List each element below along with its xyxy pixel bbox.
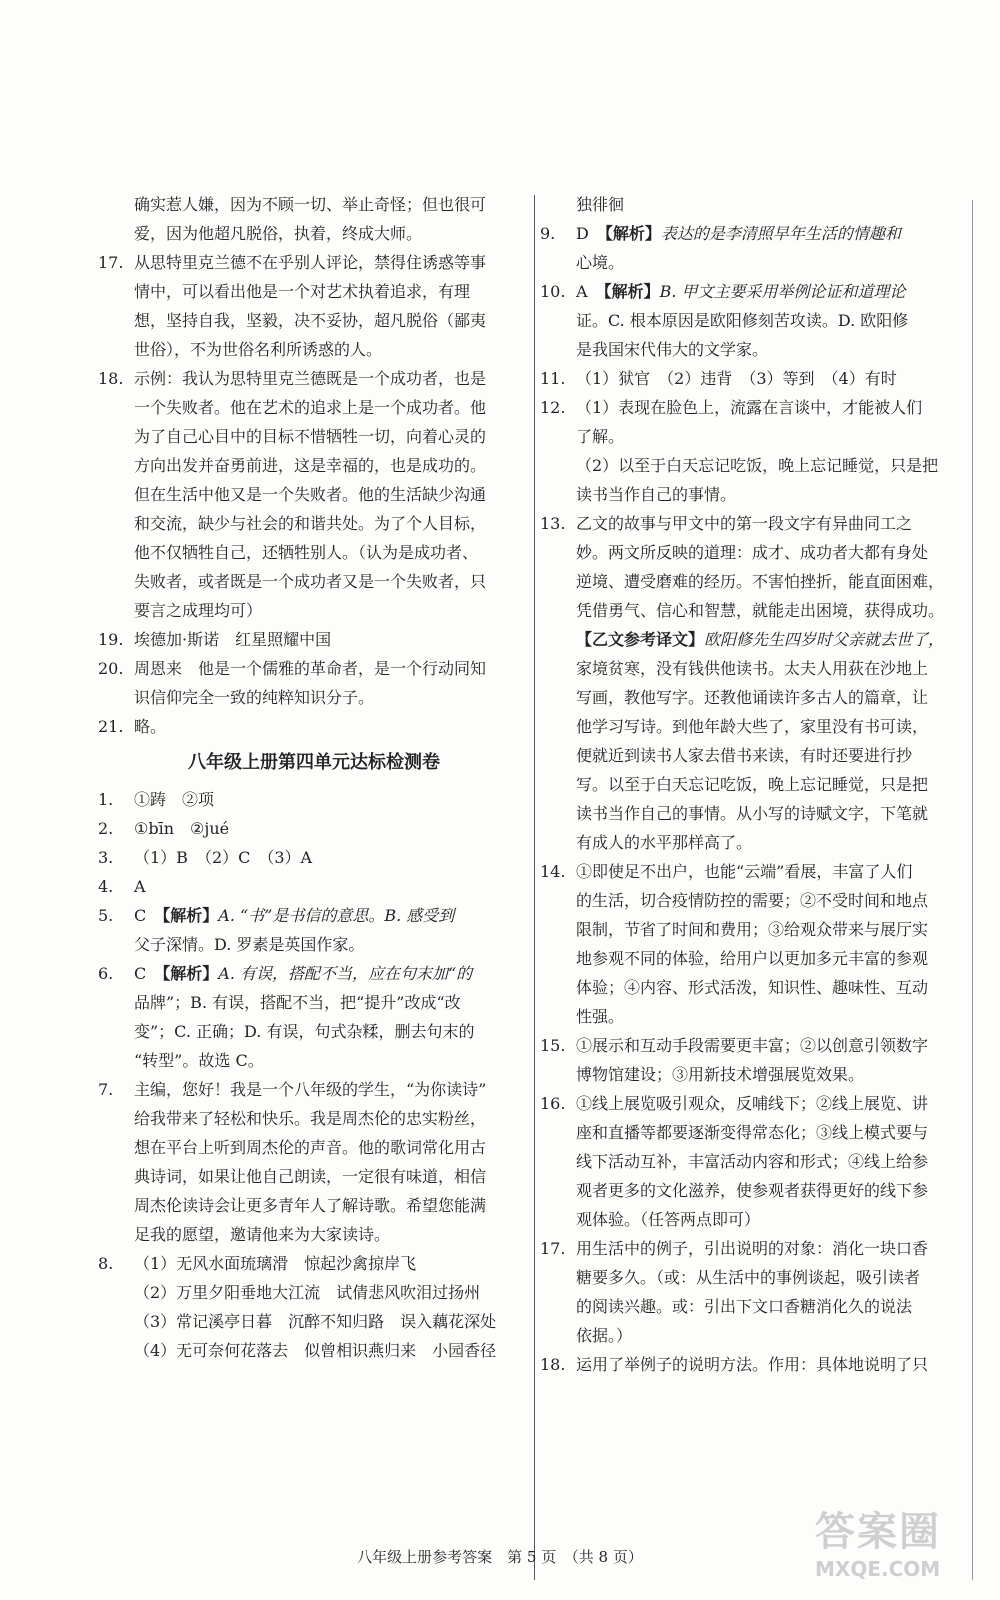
answer-line — [540, 944, 978, 973]
answer-text: 写画，教他写字。还教他诵读许多古人的篇章，让 — [576, 688, 929, 707]
answer-line — [98, 451, 530, 480]
answer-text: 凭借勇气、信心和智慧，就能走出困境，获得成功。 — [576, 601, 945, 620]
question-number: 5. — [98, 906, 114, 925]
answer-text: C — [134, 964, 163, 983]
answer-line — [540, 422, 978, 451]
answer-line — [98, 930, 530, 959]
answer-text: （1）狱官 （2）违背 （3）等到 （4）有时 — [576, 369, 897, 388]
question-number: 14. — [540, 862, 566, 881]
analysis-tag: 【乙文参考译文】 — [576, 630, 705, 649]
answer-line — [98, 1249, 530, 1278]
answer-text: （4）无可奈何花落去 似曾相识燕归来 小园香径 — [134, 1341, 497, 1360]
answer-text: （1）B （2）C （3）A — [134, 848, 313, 867]
answer-line — [540, 277, 978, 306]
answer-text: 失败者，或者既是一个成功者又是一个失败者，只 — [134, 572, 487, 591]
answer-text: A — [134, 877, 146, 896]
answer-text: ①bīn ②jué — [134, 819, 230, 838]
answer-text: 乙文的故事与甲文中的第一段文字有异曲同工之 — [576, 514, 913, 533]
answer-text: 和交流，缺少与社会的和谐共处。为了个人目标， — [134, 514, 487, 533]
answer-line — [540, 393, 978, 422]
answer-text: 博物馆建设；③用新技术增强展览效果。 — [576, 1065, 865, 1084]
answer-line — [98, 190, 530, 219]
answer-text: 给我带来了轻松和快乐。我是周杰伦的忠实粉丝， — [134, 1109, 487, 1128]
answer-text: 为了自己心目中的目标不惜牺牲一切，向着心灵的 — [134, 427, 487, 446]
question-number: 15. — [540, 1036, 566, 1055]
answer-text: 要言之成理均可） — [134, 601, 263, 620]
question-number: 18. — [540, 1355, 566, 1374]
question-number: 21. — [98, 717, 124, 736]
answer-line — [98, 1278, 530, 1307]
answer-text: 线下活动互补，丰富活动内容和形式；④线上给参 — [576, 1152, 929, 1171]
answer-line — [540, 1002, 978, 1031]
answer-line — [98, 843, 530, 872]
answer-line — [98, 1191, 530, 1220]
page-footer: 八年级上册参考答案 第 5 页 （共 8 页） — [357, 1548, 643, 1566]
answer-line — [540, 654, 978, 683]
answer-line — [540, 190, 978, 219]
answer-text: （2）万里夕阳垂地大江流 试倩悲风吹泪过扬州 — [134, 1283, 481, 1302]
answer-line — [540, 1089, 978, 1118]
answer-line — [540, 451, 978, 480]
answer-line — [540, 799, 978, 828]
answer-line — [540, 857, 978, 886]
answer-line — [98, 277, 530, 306]
left-column — [98, 190, 530, 1365]
answer-line — [540, 1147, 978, 1176]
answer-text: 父子深情。D. 罗素是英国作家。 — [134, 935, 365, 954]
answer-text: “转型”。故选 C。 — [134, 1051, 264, 1070]
answer-text: 周恩来 他是一个儒雅的革命者，是一个行动同知 — [134, 659, 487, 678]
answer-line — [540, 1321, 978, 1350]
answer-line — [98, 654, 530, 683]
answer-text: 爱，因为他超凡脱俗，执着，终成大师。 — [134, 224, 423, 243]
answer-line — [98, 596, 530, 625]
answer-text: 观者更多的文化滋养，使参观者获得更好的线下参 — [576, 1181, 929, 1200]
answer-text: （3）常记溪亭日暮 沉醉不知归路 误入藕花深处 — [134, 1312, 497, 1331]
answer-line — [540, 1060, 978, 1089]
answer-text: 依据。） — [576, 1326, 633, 1345]
answer-text: 的阅读兴趣。或：引出下文口香糖消化久的说法 — [576, 1297, 913, 1316]
question-number: 8. — [98, 1254, 114, 1273]
analysis-text: A. “书”是书信的意思。B. 感受到 — [218, 906, 455, 925]
answer-line — [98, 1017, 530, 1046]
question-number: 11. — [540, 369, 566, 388]
answer-line — [540, 973, 978, 1002]
answer-line — [98, 712, 530, 741]
answer-line — [98, 683, 530, 712]
answer-text: 观体验。（任答两点即可） — [576, 1210, 761, 1229]
answer-text: 座和直播等都要逐渐变得常态化；③线上模式要与 — [576, 1123, 929, 1142]
answer-text: 读书当作自己的事情。从小写的诗赋文字，下笔就 — [576, 804, 929, 823]
watermark-logo — [815, 1500, 975, 1580]
answer-text: 示例：我认为思特里克兰德既是一个成功者，也是 — [134, 369, 487, 388]
answer-text: D — [576, 224, 605, 243]
answer-text: 逆境、遭受磨难的经历。不害怕挫折，能直面困难， — [576, 572, 945, 591]
answer-text: 心境。 — [576, 253, 625, 272]
answer-text: 确实惹人嫌，因为不顾一切、举止奇怪；但也很可 — [134, 195, 487, 214]
answer-line — [540, 683, 978, 712]
watermark-url: MXQE.COM — [815, 1557, 941, 1581]
column-divider — [534, 195, 535, 1580]
answer-line — [98, 1046, 530, 1075]
question-number: 1. — [98, 790, 114, 809]
answer-line — [540, 219, 978, 248]
answer-text: 运用了举例子的说明方法。作用：具体地说明了只 — [576, 1355, 929, 1374]
answer-line — [540, 1176, 978, 1205]
answer-text: 他不仅牺牲自己，还牺牲别人。（认为是成功者、 — [134, 543, 479, 562]
answer-text: 想在平台上听到周杰伦的声音。他的歌词常化用古 — [134, 1138, 487, 1157]
answer-line — [98, 509, 530, 538]
answer-line — [98, 364, 530, 393]
answer-text: 略。 — [134, 717, 167, 736]
analysis-tag: 【解析】 — [604, 224, 661, 243]
answer-text: 了解。 — [576, 427, 625, 446]
answer-text: ①即使足不出户，也能“云端”看展，丰富了人们 — [576, 862, 913, 881]
answer-line — [540, 1263, 978, 1292]
answer-line — [98, 1336, 530, 1365]
answer-text: ①踌 ②项 — [134, 790, 215, 809]
answer-text: 独徘徊 — [576, 195, 625, 214]
answer-text: 足我的愿望，邀请他来为大家读诗。 — [134, 1225, 391, 1244]
watermark-text: 答案圈 — [815, 1509, 941, 1555]
answer-line — [540, 538, 978, 567]
answer-line — [98, 785, 530, 814]
answer-line — [98, 567, 530, 596]
answer-text: 一个失败者。他在艺术的追求上是一个成功者。他 — [134, 398, 487, 417]
question-number: 16. — [540, 1094, 566, 1113]
question-number: 2. — [98, 819, 114, 838]
question-number: 19. — [98, 630, 124, 649]
question-number: 7. — [98, 1080, 114, 1099]
question-number: 12. — [540, 398, 566, 417]
answer-line — [98, 959, 530, 988]
answer-line — [540, 1031, 978, 1060]
answer-line — [540, 1350, 978, 1379]
answer-text: 有成人的水平那样高了。 — [576, 833, 753, 852]
answer-line — [540, 828, 978, 857]
answer-text: 识信仰完全一致的纯粹知识分子。 — [134, 688, 375, 707]
answer-text: 读书当作自己的事情。 — [576, 485, 737, 504]
answer-line — [98, 872, 530, 901]
answer-line — [540, 480, 978, 509]
answer-text: （1）无风水面琉璃滑 惊起沙禽掠岸飞 — [134, 1254, 417, 1273]
answer-line — [540, 1292, 978, 1321]
answer-line — [98, 1133, 530, 1162]
answer-text: C — [134, 906, 163, 925]
answer-line — [540, 567, 978, 596]
answer-line — [540, 364, 978, 393]
answer-line — [98, 219, 530, 248]
answer-line — [98, 1162, 530, 1191]
question-number: 3. — [98, 848, 114, 867]
answer-line — [540, 1118, 978, 1147]
answer-text: （2）以至于白天忘记吃饭，晚上忘记睡觉，只是把 — [576, 456, 939, 475]
answer-line — [540, 1234, 978, 1263]
analysis-tag: 【解析】 — [162, 964, 219, 983]
answer-text: 是我国宋代伟大的文学家。 — [576, 340, 769, 359]
answer-text: 世俗），不为世俗名利所诱惑的人。 — [134, 340, 383, 359]
answer-text: （1）表现在脸色上，流露在言谈中，才能被人们 — [576, 398, 923, 417]
answer-text: 家境贫寒，没有钱供他读书。太夫人用荻在沙地上 — [576, 659, 929, 678]
answer-line — [540, 625, 978, 654]
analysis-tag: 【解析】 — [603, 282, 660, 301]
answer-text: 体验；④内容、形式活泼，知识性、趣味性、互动 — [576, 978, 929, 997]
answer-text: ①线上展览吸引观众，反哺线下；②线上展览、讲 — [576, 1094, 929, 1113]
answer-text: 周杰伦读诗会让更多青年人了解诗歌。希望您能满 — [134, 1196, 487, 1215]
question-number: 9. — [540, 224, 556, 243]
answer-line — [540, 509, 978, 538]
section-title: 八年级上册第四单元达标检测卷 — [188, 752, 440, 773]
answer-line — [98, 814, 530, 843]
analysis-text: A. 有误，搭配不当，应在句末加“的 — [218, 964, 473, 983]
analysis-text: 表达的是李清照早年生活的情趣和 — [660, 224, 901, 243]
answer-text: 品牌”；B. 有误，搭配不当，把“提升”改成“改 — [134, 993, 461, 1012]
answer-text: 埃德加·斯诺 红星照耀中国 — [134, 630, 332, 649]
answer-line — [540, 712, 978, 741]
analysis-text: 欧阳修先生四岁时父亲就去世了， — [704, 630, 945, 649]
answer-line — [98, 625, 530, 654]
question-number: 17. — [98, 253, 124, 272]
answer-text: A — [576, 282, 604, 301]
answer-line — [540, 335, 978, 364]
answer-line — [540, 770, 978, 799]
answer-text: 从思特里克兰德不在乎别人评论，禁得住诱惑等事 — [134, 253, 487, 272]
answer-line — [540, 306, 978, 335]
analysis-text: B. 甲文主要采用举例论证和道理论 — [659, 282, 906, 301]
question-number: 18. — [98, 369, 124, 388]
answer-line — [540, 741, 978, 770]
answer-text: 但在生活中他又是一个失败者。他的生活缺少沟通 — [134, 485, 487, 504]
answer-text: 糖要多久。（或：从生活中的事例谈起，吸引读者 — [576, 1268, 921, 1287]
answer-text: 典诗词，如果让他自己朗读，一定很有味道，相信 — [134, 1167, 487, 1186]
answer-text: 地参观不同的体验，给用户以更加多元丰富的参观 — [576, 949, 929, 968]
answer-text: 用生活中的例子，引出说明的对象：消化一块口香 — [576, 1239, 929, 1258]
answer-line — [98, 306, 530, 335]
question-number: 20. — [98, 659, 124, 678]
answer-text: 写。以至于白天忘记吃饭，晚上忘记睡觉，只是把 — [576, 775, 929, 794]
right-column — [540, 190, 978, 1379]
answer-text: 限制，节省了时间和费用；③给观众带来与展厅实 — [576, 920, 929, 939]
analysis-tag: 【解析】 — [162, 906, 219, 925]
answer-text: 便就近到读书人家去借书来读，有时还要进行抄 — [576, 746, 913, 765]
question-number: 4. — [98, 877, 114, 896]
answer-line — [98, 901, 530, 930]
answer-line — [98, 538, 530, 567]
question-number: 6. — [98, 964, 114, 983]
answer-text: 方向出发并奋勇前进，这是幸福的，也是成功的。 — [134, 456, 487, 475]
answer-text: 情中，可以看出他是一个对艺术执着追求，有理 — [134, 282, 471, 301]
answer-line — [98, 393, 530, 422]
answer-text: 他学习写诗。到他年龄大些了，家里没有书可读， — [576, 717, 929, 736]
answer-line — [540, 248, 978, 277]
answer-text: 想，坚持自我，坚毅，决不妥协，超凡脱俗（鄙夷 — [134, 311, 487, 330]
answer-text: 主编，您好！我是一个八年级的学生，“为你读诗” — [134, 1080, 487, 1099]
answer-text: 妙。两文所反映的道理：成才、成功者大都有身处 — [576, 543, 929, 562]
answer-line — [540, 1205, 978, 1234]
answer-line — [540, 886, 978, 915]
answer-line — [98, 1104, 530, 1133]
question-number: 17. — [540, 1239, 566, 1258]
answer-text: 性强。 — [576, 1007, 625, 1026]
question-number: 13. — [540, 514, 566, 533]
answer-line — [98, 480, 530, 509]
answer-line — [98, 422, 530, 451]
answer-text: 证。C. 根本原因是欧阳修刻苦攻读。D. 欧阳修 — [576, 311, 909, 330]
answer-text: 变”；C. 正确；D. 有误，句式杂糅，删去句末的 — [134, 1022, 475, 1041]
answer-line — [98, 1220, 530, 1249]
answer-line — [98, 988, 530, 1017]
question-number: 10. — [540, 282, 566, 301]
answer-line — [540, 596, 978, 625]
answer-line — [98, 1075, 530, 1104]
answer-text: 的生活，切合疫情防控的需要；②不受时间和地点 — [576, 891, 929, 910]
answer-line — [540, 915, 978, 944]
answer-line — [98, 1307, 530, 1336]
answer-line — [98, 248, 530, 277]
answer-line — [98, 335, 530, 364]
answer-text: ①展示和互动手段需要更丰富；②以创意引领数字 — [576, 1036, 929, 1055]
